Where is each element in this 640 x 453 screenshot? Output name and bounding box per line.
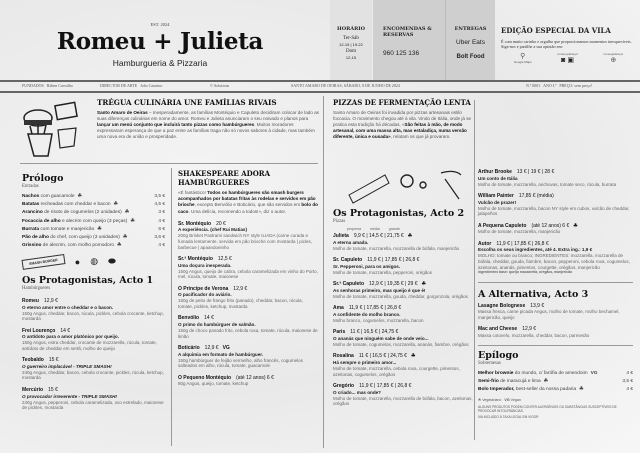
hours-day-2: Dom <box>346 49 356 54</box>
menu-item <box>478 326 633 338</box>
item-price: 12,5 € <box>217 256 232 263</box>
hours-title: HORÁRIO <box>337 26 365 32</box>
item-price: (até 12 anos) 6 € <box>236 374 274 381</box>
item-ingredients: MOLHO: tomate ou branco; INGREDIENTES: mozzarella, mozzarella de búfala, cheddar, gouda, fiambre, bacon, pepperoni, cebola roxa, cogumelos, azeitonas, ananás, pimentos, courgette, orégãos, manjericão <box>478 253 630 270</box>
bottom-rule <box>0 91 640 93</box>
item-price: 4 € <box>158 218 165 224</box>
menu-item <box>478 241 633 276</box>
article-pizzas <box>333 99 478 141</box>
item-name: Batatas <box>22 202 40 208</box>
item-name: Julieta <box>333 233 349 239</box>
item-name: Melhor brownie <box>478 370 514 376</box>
burgers-subtitle: Hambúrgueres <box>22 286 51 291</box>
menu-item <box>333 383 473 407</box>
item-description: de risoto de cogumelos (2 unidades) <box>42 210 122 216</box>
menu-item <box>22 328 167 352</box>
veg-mark-icon: ☘ <box>77 194 82 199</box>
item-text <box>22 201 118 209</box>
social-label: romeu.julieta.pt <box>557 52 578 56</box>
item-ingredients: 150g hambúrguer de feijão vermelho, alho francês, cogumelos salteados em alho, rúcula, tomate, guacamole <box>178 357 303 369</box>
item-note: ingredientes base: queijo mozzarella, orégãos, manjericão <box>478 270 573 275</box>
facebook-icon[interactable]: ▣ <box>567 57 574 64</box>
veg-mark-icon: ☘ <box>124 210 130 216</box>
website-link[interactable] <box>603 52 623 64</box>
item-ingredients: Molho de tomate, mozzarella, pepperoni, orégãos <box>333 269 433 275</box>
item-price: 3,6 € <box>154 235 165 241</box>
item-ingredients: Molho de tomate, mozzarella, anchovas, tomate seco, rúcula, burrata <box>478 181 617 187</box>
menu-item <box>333 281 473 299</box>
issue-info: N.º 0001 ANO I.º PREÇO: sem preço! <box>526 83 593 88</box>
item-tagline: A experiência. (chef Rui Matias) <box>178 227 248 233</box>
item-ingredients: 200g Brisket Pastrami sandwich NY style ILIADA (carne curada e fumada lentamente, servida em pão brioche com mostarda | picles, barbecue | apaandoeinho <box>178 233 312 250</box>
item-name: Arancino <box>22 210 43 216</box>
item-tagline: Uma doçura inesperada. <box>178 262 232 268</box>
starters-subtitle: Entradas <box>22 184 39 189</box>
veg-mark-icon: ☘ <box>410 353 416 360</box>
menu-row <box>478 378 633 386</box>
orders-phone[interactable]: 960 125 136 <box>383 50 420 57</box>
web-label: romeujulieta.pt <box>603 52 624 56</box>
item-name: Sr.ª Montéquio <box>178 256 213 263</box>
menu-row <box>478 370 633 378</box>
item-ingredients: Molho de tomate, mozzarella, mozzarella de búfala, manjericão <box>333 245 460 251</box>
item-price: 11,9 € | 17,85 € | 26,8 € <box>496 240 549 247</box>
veg-mark-icon: ☘ <box>579 386 584 392</box>
article-pizzas-title: PIZZAS DE FERMENTAÇÃO LENTA <box>333 98 471 107</box>
allergen-disclaimer: ALGUNS PRODUTOS PODEM CONTER ALERGÉNIOS OU SUBSTÂNCIAS SUSCEPTÍVEIS DE PROVOCAR INTOLERÂNCIAS. <box>478 405 617 414</box>
item-name: Romeu <box>22 298 39 304</box>
veg-mark-icon: ☘ <box>543 378 548 384</box>
item-name: Autor <box>478 240 492 247</box>
pizza-illustration <box>345 165 465 205</box>
tomato-icon: ● <box>74 256 81 267</box>
edition-text: É com muito carinho e orgulho que proporcionamos momentos inesquecíveis. Siga-nos e partilhe a sua opinião em: <box>501 39 632 49</box>
menu-item <box>22 298 167 322</box>
item-text <box>22 193 82 201</box>
center-rule <box>323 96 324 448</box>
veg-mark-icon: VG <box>590 370 598 376</box>
vegan-icon: VG <box>504 398 510 403</box>
item-tagline: O guerreiro implacável - TRIPLE SMASH! <box>22 363 112 369</box>
pizzas-title: Os Protagonistas, Acto 2 <box>333 208 465 219</box>
alternative-title: A Alternativa, Acto 3 <box>478 288 589 300</box>
dateline: SANTO AMARO DE OEIRAS, SÁBADO, 8 DE JUNHO DE 2024 <box>291 83 400 88</box>
item-name: Teobaldo <box>22 357 44 364</box>
maps-label: Google Maps <box>513 60 532 64</box>
menu-item <box>333 257 473 275</box>
edition-title: EDIÇÃO ESPECIAL DA VILA <box>501 26 611 35</box>
item-price: 9,9 € | 14,5 € | 21,75 € <box>353 233 404 239</box>
item-tagline: Um conto de Itália <box>478 175 518 181</box>
google-maps-link[interactable] <box>514 52 532 64</box>
column-rule <box>171 168 172 446</box>
delivery-title: ENTREGAS <box>454 26 487 32</box>
bolt-food-link[interactable]: Bolt Food <box>456 54 485 60</box>
item-name: Focaccia de alho <box>22 218 61 224</box>
menu-item <box>178 221 318 250</box>
globe-icon: ⊕ <box>610 57 617 64</box>
item-price: 11 € | 16,5 € | 24,75 € <box>350 329 399 336</box>
column-rule-right <box>474 100 475 440</box>
item-price: 4 € <box>158 243 165 249</box>
menu-row <box>22 242 165 250</box>
veg-mark-icon: VG <box>222 345 230 352</box>
pizzas-section-2 <box>478 163 633 420</box>
item-name: Boticário <box>178 345 200 352</box>
item-price: 12,9 € <box>204 345 219 352</box>
article-shakespeare <box>178 170 318 387</box>
item-description: recheadas com cheddar e bacon <box>39 202 111 208</box>
menu-item <box>178 315 318 339</box>
pizza-sizes: pequena média grande <box>347 227 400 231</box>
item-tagline: O provocador irreverente - TRIPLE SMASH! <box>22 393 117 399</box>
vegetarian-icon: ☘ <box>478 398 482 403</box>
edition-box <box>501 26 636 64</box>
item-tagline: A confidente do molho branco. <box>333 311 401 317</box>
restaurant-title: Romeu + Julieta <box>56 28 264 55</box>
article-shakespeare-body: «É fantástico! Todos os hambúrgueres são smash burgers acompanhados por batatas fritas às rodelas e servidos em pão brioche, excepto Benvólio e Boticário, que são servidos em bolo do caco. Uma delícia, recomendo a todos!», diz o autor. <box>178 190 318 214</box>
item-ingredients: 150g Angus, queijo de cabra, cebola caramelizada em vinho do Porto, mel, rúcula, tomate, maionese <box>178 268 318 280</box>
menu-item <box>178 375 318 387</box>
menu-item <box>333 233 473 251</box>
item-name: Rosalina <box>333 353 354 360</box>
item-ingredients: 150g de peito de frango frito (panado), cheddar, bacon, rúcula, tomate, pickles, ketchup, mostarda <box>178 298 303 309</box>
article-shakespeare-title: SHAKESPEARE ADORA HAMBÚRGUERES <box>178 169 271 187</box>
item-ingredients: 150g de choco panado frito, cebola roxa, tomate, rúcula, maionese de limão <box>178 327 318 339</box>
menu-item <box>22 387 167 411</box>
bread-icon: ⬬ <box>108 256 116 267</box>
item-name: Sr.ª Capuleto <box>333 281 365 288</box>
divider <box>20 163 318 164</box>
menu-item <box>178 256 318 280</box>
menu-item <box>333 329 473 347</box>
item-ingredients: Molho de tomate, mozzarella, gouda, cheddar, gorgonzola, orégãos <box>333 293 468 299</box>
item-description: com tomate e manjericão <box>39 226 95 232</box>
item-ingredients: Massa cotovelo, mozzarella, cheddar, bacon, parmesão <box>478 332 590 338</box>
item-ingredients: 240g Angus, pepperoni, cebola caramelizada, ovo estrelado, maionese de pickles, mostarda <box>22 399 164 411</box>
menu-row <box>478 386 633 394</box>
item-name: Gregório <box>333 383 355 390</box>
item-description: de maracujá e lima <box>498 378 541 384</box>
item-price: 11 € | 16,5 € | 24,75 € <box>358 353 407 360</box>
item-price: 14 € <box>204 315 214 322</box>
item-text <box>22 218 135 226</box>
item-tagline: O ananás que ninguém sabe de onde veio... <box>333 335 429 341</box>
article-truce-body: Santo Amaro de Oeiras – Inesperadamente, as famílias Montéquio e Capuleto decidiram colocar de lado as suas diferenças culinárias em nome do amor. Romeu e Julieta anunciaram o seu noivado e planos para lançar um menú conjunto que incluirá tanto pizzas como hambúrgueres. Muitos moradores expressaram esperança de que a paz entre as famílias traga não só novos sabores à cidade, mas também uma nova era de união e prosperidade. <box>97 109 319 140</box>
veg-mark-icon: ☘ <box>113 202 118 208</box>
item-ingredients: Molho de tomate, mozzarella, bacon NY style em cubos, vulcão de cheddar, jalapeños <box>478 205 630 217</box>
item-description: com guacamole <box>39 194 75 199</box>
item-tagline: O antídoto para o amor platónico por queijo. <box>22 334 119 340</box>
smash-burger-banner: SMASH BURGER <box>22 254 66 270</box>
veg-mark-icon: ☘ <box>130 218 135 224</box>
item-price: 11,9 € | 17,85 € | 26,8 € <box>359 383 412 390</box>
item-text <box>22 226 102 234</box>
hours-day-1: Ter-Sáb <box>343 36 359 41</box>
item-name: Arthur Brooke <box>478 169 512 175</box>
menu-item <box>333 353 473 377</box>
menu-item <box>478 169 633 187</box>
item-tagline: A eterna amada. <box>333 239 369 245</box>
menu-item <box>478 193 633 217</box>
article-truce-title: TRÉGUA CULINÁRIA UNE FAMÍLIAS RIVAIS <box>97 98 277 107</box>
item-tagline: A alquimia em formato de hambúrguer. <box>178 351 264 357</box>
hours-time-2: 12-15 <box>345 55 357 60</box>
item-ingredients: 80g Angus, queijo, tomate, ketchup <box>178 381 249 387</box>
onion-icon: ◍ <box>90 256 99 267</box>
item-price: 20 € <box>216 220 226 227</box>
item-name: A Pequena Capuleto <box>478 222 527 229</box>
burger-fries-illustration <box>18 98 80 160</box>
instagram-icon[interactable]: ◙ <box>561 57 566 64</box>
item-tagline: O primo do hambúrguer de salmão. <box>178 321 256 327</box>
menu-item <box>22 357 167 381</box>
item-ingredients: 150g Angus, cheddar, bacon, rúcula, pickles, cebola crocante, ketchup, mostarda <box>22 310 164 322</box>
item-ingredients: Molho de tomate, cogumelos, mozzarella, ananás, fiambre, orégãos <box>333 341 469 347</box>
burgers-title: Os Protagonistas, Acto 1 <box>22 275 154 286</box>
item-price: 11,9 € | 17,85 € | 26,8 € <box>367 257 420 264</box>
veg-mark-icon: ☘ <box>97 226 102 232</box>
item-name: Mercúrio <box>22 387 44 394</box>
item-price: 11,9 € | 17,85 € | 26,8 € <box>348 305 402 312</box>
item-text <box>22 209 129 217</box>
diet-legend: ☘ Vegetariano VG Vegan <box>478 398 521 403</box>
item-name: Ama <box>333 305 344 312</box>
delivery-box <box>445 0 495 80</box>
item-name: William Painter <box>478 193 514 200</box>
uber-eats-link[interactable]: Uber Eats <box>456 39 485 46</box>
article-truce <box>97 99 319 141</box>
item-price: 3,5 € <box>622 378 633 384</box>
menu-item <box>178 286 318 310</box>
menu-row <box>22 234 165 242</box>
item-price: (até 12 anos) 6 € <box>531 222 570 229</box>
menu-item <box>478 303 633 321</box>
item-tagline: O eterno amor entre o cheddar e o bacon. <box>22 304 114 310</box>
menu-row <box>22 218 165 226</box>
item-price: 3,5 € <box>154 194 165 199</box>
art-director: DIRECTOR DE ARTE João Catarino <box>100 83 163 88</box>
veg-mark-icon: ☘ <box>122 235 128 241</box>
item-ingredients: 240g Angus, cheddar, bacon, cebola crocante, pickles, rúcula, ketchup, mostarda <box>22 369 164 381</box>
top-rule <box>0 80 640 82</box>
map-pin-icon: ⚲ <box>520 53 526 60</box>
item-price: 6 € <box>158 226 165 232</box>
item-text <box>478 386 583 394</box>
menu-item <box>178 345 318 369</box>
item-name: Frei Lourenço <box>22 327 56 334</box>
veg-mark-icon: ☘ <box>573 222 578 229</box>
item-tagline: Vulcão de prazer! <box>478 199 517 205</box>
item-name: Lasagne Bolognese <box>478 302 526 309</box>
item-price: 12,9 € <box>522 326 537 333</box>
item-text <box>478 370 598 378</box>
menu-row <box>22 226 165 234</box>
item-price: 4,5 € <box>154 202 165 208</box>
item-name: Sr. Montéquio <box>178 220 212 227</box>
divider <box>478 345 633 346</box>
item-tagline: O criado... mas onde? <box>333 389 381 395</box>
item-name: Nachos <box>22 194 40 199</box>
item-price: 12,9 € <box>43 298 58 304</box>
item-text <box>22 242 121 250</box>
established-year: EST. 2024 <box>150 22 170 27</box>
item-price: 13,9 € <box>530 302 545 309</box>
item-name: Burrata <box>22 226 40 232</box>
item-price: 12,9 € <box>233 285 248 292</box>
item-ingredients: Molho de tomate, mozzarella, cebola roxa, courgette, pimentos, azeitonas, cogumelos, orégãos <box>333 365 460 377</box>
desserts-subtitle: Sobremesas <box>478 360 501 366</box>
item-price: 13 € | 19 € | 28 € <box>516 169 555 175</box>
item-text <box>478 378 548 386</box>
menu-item <box>333 305 473 323</box>
item-name: Pão de alho <box>22 235 49 241</box>
pizzas-subtitle: Pizzas <box>333 219 346 224</box>
item-tagline: As senhoras primeiro, mas queijo é que é! <box>333 287 426 293</box>
credit: © Solutions <box>210 83 230 88</box>
item-text <box>22 234 127 242</box>
social-links[interactable] <box>557 52 578 64</box>
item-name: O Príncipe de Verona <box>178 285 229 292</box>
item-price: 15 € <box>48 357 59 364</box>
item-name: O Pequeno Montéquio <box>178 374 232 381</box>
divider <box>478 282 633 283</box>
menu-row <box>22 193 165 201</box>
article-pizzas-body: Santo Amaro de Oeiras foi invadida por pizzas artesanais estilo foccacia. O movimento chegou até à vila. Vindo de Itália, onde já se pratica esta tradição há décadas, «São feitas à mão, de modo artesanal, com uma massa alta, mas estaladiça, numa versão diferente, única e ousada», relatam os que já provaram. <box>333 109 472 140</box>
orders-box <box>373 0 445 80</box>
pizzas-section <box>333 208 473 407</box>
founders: FUNDADOS Rúben Carvalho <box>22 83 73 88</box>
starters-section <box>22 173 165 267</box>
item-ingredients: Molho de tomate, mozzarella, manjericão <box>478 229 561 235</box>
item-name: Bolo Imperador, <box>478 386 515 392</box>
restaurant-subtitle: Hamburgueria & Pizzaria <box>112 58 208 68</box>
vat-notice: IVA INCLUÍDO À TAXA LEGAL EM VIGOR <box>478 415 539 420</box>
item-price: 4 € <box>626 370 633 376</box>
item-name: Semi-frio <box>478 378 499 384</box>
starters-title: Prólogo <box>22 173 64 184</box>
item-tagline: Sr. Pepperoni, para os amigos. <box>333 263 401 269</box>
item-name: Benvólio <box>178 315 200 322</box>
item-price: 4 € <box>626 386 633 392</box>
item-description: best-seller da nossa padaria <box>514 386 577 392</box>
item-price: 17,85 € (média) <box>518 193 554 200</box>
item-description: do mundo, c/ farófia de amendoim <box>513 370 588 376</box>
veg-mark-icon: ☘ <box>407 233 413 239</box>
item-price: 12,9 € | 19,35 € | 29 € <box>369 281 418 288</box>
item-description: do chef, com queijo (3 unidades) <box>48 235 120 241</box>
item-name: Grissino <box>22 243 42 249</box>
item-name: Mac and Cheese <box>478 326 518 333</box>
veg-mark-icon: ☘ <box>117 243 122 249</box>
item-price: 15 € <box>48 387 58 394</box>
item-tagline: Há sempre o primeiro amor... <box>333 359 397 365</box>
item-tagline: O pacificador do aviário. <box>178 292 232 298</box>
menu-row <box>22 201 165 209</box>
item-price: 14 € <box>60 327 71 334</box>
item-name: Sr. Capuleto <box>333 257 363 264</box>
hours-time-1: 12-15 | 19-22 <box>339 42 363 47</box>
item-ingredients: Massa fresca, carne picada Angus, molho de tomate, molho bechamel, manjericão, queijo <box>478 309 620 320</box>
item-description: e alecrim com queijo (3 peças) <box>60 218 128 224</box>
orders-title: ENCOMENDAS & RESERVAS <box>383 26 432 38</box>
item-description: de alecrim, com molho pomodoro <box>41 243 114 249</box>
item-price: 3 € <box>158 210 165 216</box>
item-name: Paris <box>333 329 346 336</box>
desserts-title: Epílogo <box>478 349 519 361</box>
burgers-section <box>22 275 167 411</box>
menu-row <box>22 209 165 217</box>
item-tagline: Escolha os seus ingredientes, até 4. Extra ing.: 1,9 € <box>478 247 593 253</box>
hours-box <box>330 0 372 80</box>
item-ingredients: Molho de tomate, mozzarella, mozzarella de búfala, bacon, azeitonas, orégãos <box>333 395 473 407</box>
veg-mark-icon: ☘ <box>421 281 426 288</box>
menu-item <box>478 223 633 235</box>
item-ingredients: 150g Angus, extra cheddar, crocante de mozzarella, rúcula, tomate, antídoto de cheddar em sertã, molho de queijo <box>22 340 157 351</box>
item-ingredients: Molho branco, cogumelos, mozzarella, bacon <box>333 317 424 323</box>
